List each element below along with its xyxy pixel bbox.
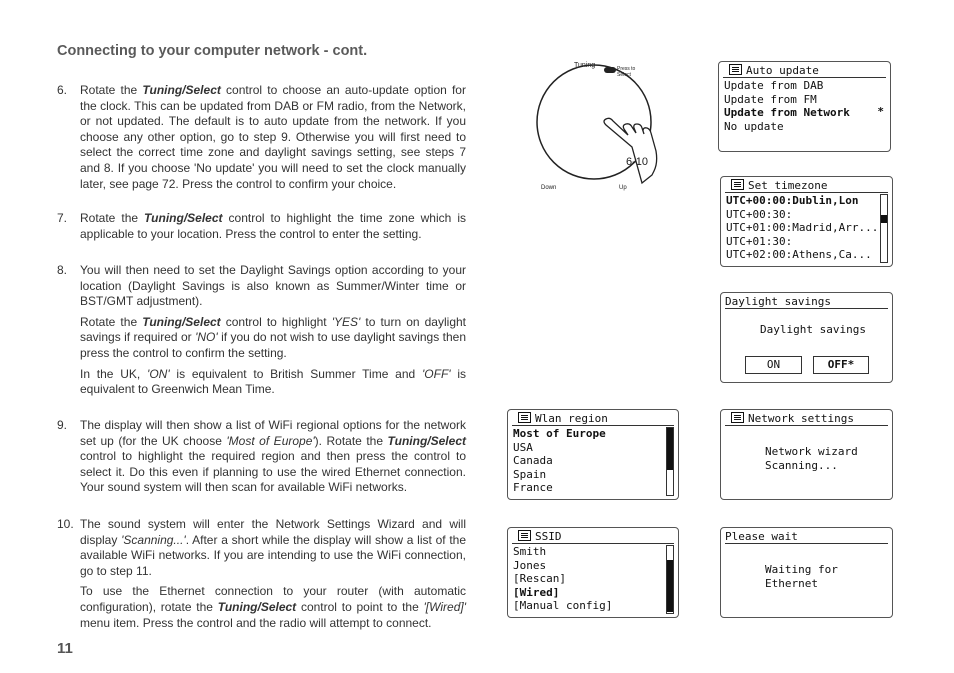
- selection-marker: *: [877, 105, 884, 118]
- menu-item: Jones: [513, 558, 547, 572]
- step-paragraph: To use the Ethernet connection to your router (with automatic configuration), rotate the Tuning/Select control to point to the '[Wired]' menu item. Press the control and the radio will attempt to connect.: [80, 584, 466, 630]
- display-network-settings: [720, 409, 893, 500]
- menu-item: Update from DAB: [724, 79, 824, 92]
- step-paragraph: The sound system will enter the Network Settings Wizard and will display 'Scanning...'. After a short while the display will show a list of the available WiFi networks. If you are intending to use the WiFi connection, go to step 11.: [80, 517, 466, 578]
- step-paragraph: Rotate the Tuning/Select control to choose an auto-update option for the clock. This can be updated from DAB or FM radio, from the Network, or not updated. The default is to auto update from the network. If you choose any other option, go to step 9. Otherwise you will first need to select the correct time zone and daylight savings setting, see steps 7 and 8. If you choose 'No update' you will need to set the clock manually later, see page 72. Press the control to confirm your choice.: [80, 83, 466, 191]
- select-button-icon: [604, 67, 616, 73]
- press-label-1: Press to: [617, 66, 636, 72]
- menu-list: [513, 545, 612, 613]
- step-item: [57, 263, 466, 403]
- menu-item: UTC+01:30:: [726, 234, 793, 248]
- display-set-timezone: [720, 176, 893, 267]
- menu-item: Spain: [513, 467, 547, 481]
- on-option: ON: [745, 356, 802, 374]
- menu-item: Update from FM: [724, 92, 817, 106]
- menu-item: Smith: [513, 545, 547, 558]
- menu-list-icon: [518, 412, 531, 423]
- menu-item: UTC+02:00:Athens,Ca...: [726, 248, 872, 261]
- display-wlan-region: [507, 409, 679, 500]
- scrollbar: [880, 194, 888, 263]
- up-label: Up: [619, 185, 627, 191]
- down-label: Down: [541, 185, 557, 191]
- menu-list-icon: [518, 530, 531, 541]
- step-paragraph: Rotate the Tuning/Select control to highlight 'YES' to turn on daylight savings if required or 'NO' if you do not wish to use daylight savings then press the control to confirm the setting.: [80, 314, 466, 360]
- menu-item: Canada: [513, 454, 553, 467]
- step-paragraph: The display will then show a list of WiFi regional options for the network set up (for the UK choose 'Most of Europe'). Rotate the Tuning/Select control to highlight the required region and then press the control to select it. Do this even if planning to use the wired Ethernet connection. Your sound system will then scan for available WiFi networks.: [80, 418, 466, 495]
- menu-item: UTC+00:30:: [726, 207, 793, 221]
- menu-item: USA: [513, 440, 533, 454]
- step-reference: 6-10: [626, 156, 649, 168]
- step-paragraph: Rotate the Tuning/Select control to highlight the time zone which is applicable to your location. Press the control to enter the setting.: [80, 211, 466, 241]
- menu-item: [Manual config]: [513, 599, 613, 612]
- network-line-2: Scanning...: [765, 459, 838, 472]
- step-paragraph: In the UK, 'ON' is equivalent to British Summer Time and 'OFF' is equivalent to Greenwich Mean Time.: [80, 366, 467, 397]
- menu-item-selected: Update from Network: [724, 106, 850, 119]
- menu-list: [724, 79, 850, 133]
- wait-line-2: Ethernet: [765, 577, 818, 590]
- menu-list: [513, 427, 606, 495]
- wait-line-1: Waiting for: [765, 563, 838, 576]
- step-number: 8.: [57, 263, 68, 277]
- display-title: Auto update: [723, 64, 886, 78]
- display-title: Wlan region: [512, 412, 674, 426]
- menu-item: France: [513, 481, 553, 494]
- network-line-1: Network wizard: [765, 445, 858, 458]
- tuning-knob-illustration: [520, 55, 680, 195]
- scrollbar: [666, 427, 674, 496]
- scrollbar: [666, 545, 674, 614]
- section-heading: Connecting to your computer network - cont.: [57, 43, 368, 59]
- display-title: Network settings: [725, 412, 888, 426]
- menu-item: [Rescan]: [513, 572, 566, 585]
- display-auto-update: [718, 61, 891, 152]
- display-title: Set timezone: [725, 179, 888, 193]
- step-item: [57, 83, 466, 197]
- display-please-wait: [720, 527, 893, 618]
- step-item: [57, 418, 466, 501]
- menu-item: No update: [724, 119, 784, 133]
- menu-list-icon: [731, 412, 744, 423]
- menu-item: UTC+01:00:Madrid,Arr...: [726, 221, 879, 234]
- menu-list-icon: [731, 179, 744, 190]
- display-title: SSID: [512, 530, 674, 544]
- menu-list-icon: [729, 64, 742, 75]
- display-daylight-savings: [720, 292, 893, 383]
- off-option: OFF*: [813, 356, 869, 374]
- step-number: 7.: [57, 211, 68, 225]
- menu-item-selected: UTC+00:00:Dublin,Lon: [726, 194, 859, 207]
- step-number: 10.: [57, 517, 74, 531]
- menu-list: [726, 194, 878, 262]
- tuning-label: Tuning: [574, 62, 596, 69]
- menu-item-selected: [Wired]: [513, 585, 560, 599]
- display-ssid: [507, 527, 679, 618]
- display-title: Please wait: [725, 530, 888, 544]
- press-label-2: Select: [617, 72, 631, 78]
- step-item: [57, 211, 466, 247]
- step-number: 9.: [57, 418, 68, 432]
- step-paragraph: You will then need to set the Daylight Savings option according to your location (Daylight Savings is also known as Summer/Winter time or BST/GMT adjustment).: [80, 263, 466, 309]
- daylight-body-text: Daylight savings: [760, 323, 866, 336]
- menu-item-selected: Most of Europe: [513, 427, 606, 440]
- step-item: [57, 517, 466, 636]
- page-number: 11: [57, 640, 73, 657]
- step-number: 6.: [57, 83, 68, 97]
- display-title: Daylight savings: [725, 295, 888, 309]
